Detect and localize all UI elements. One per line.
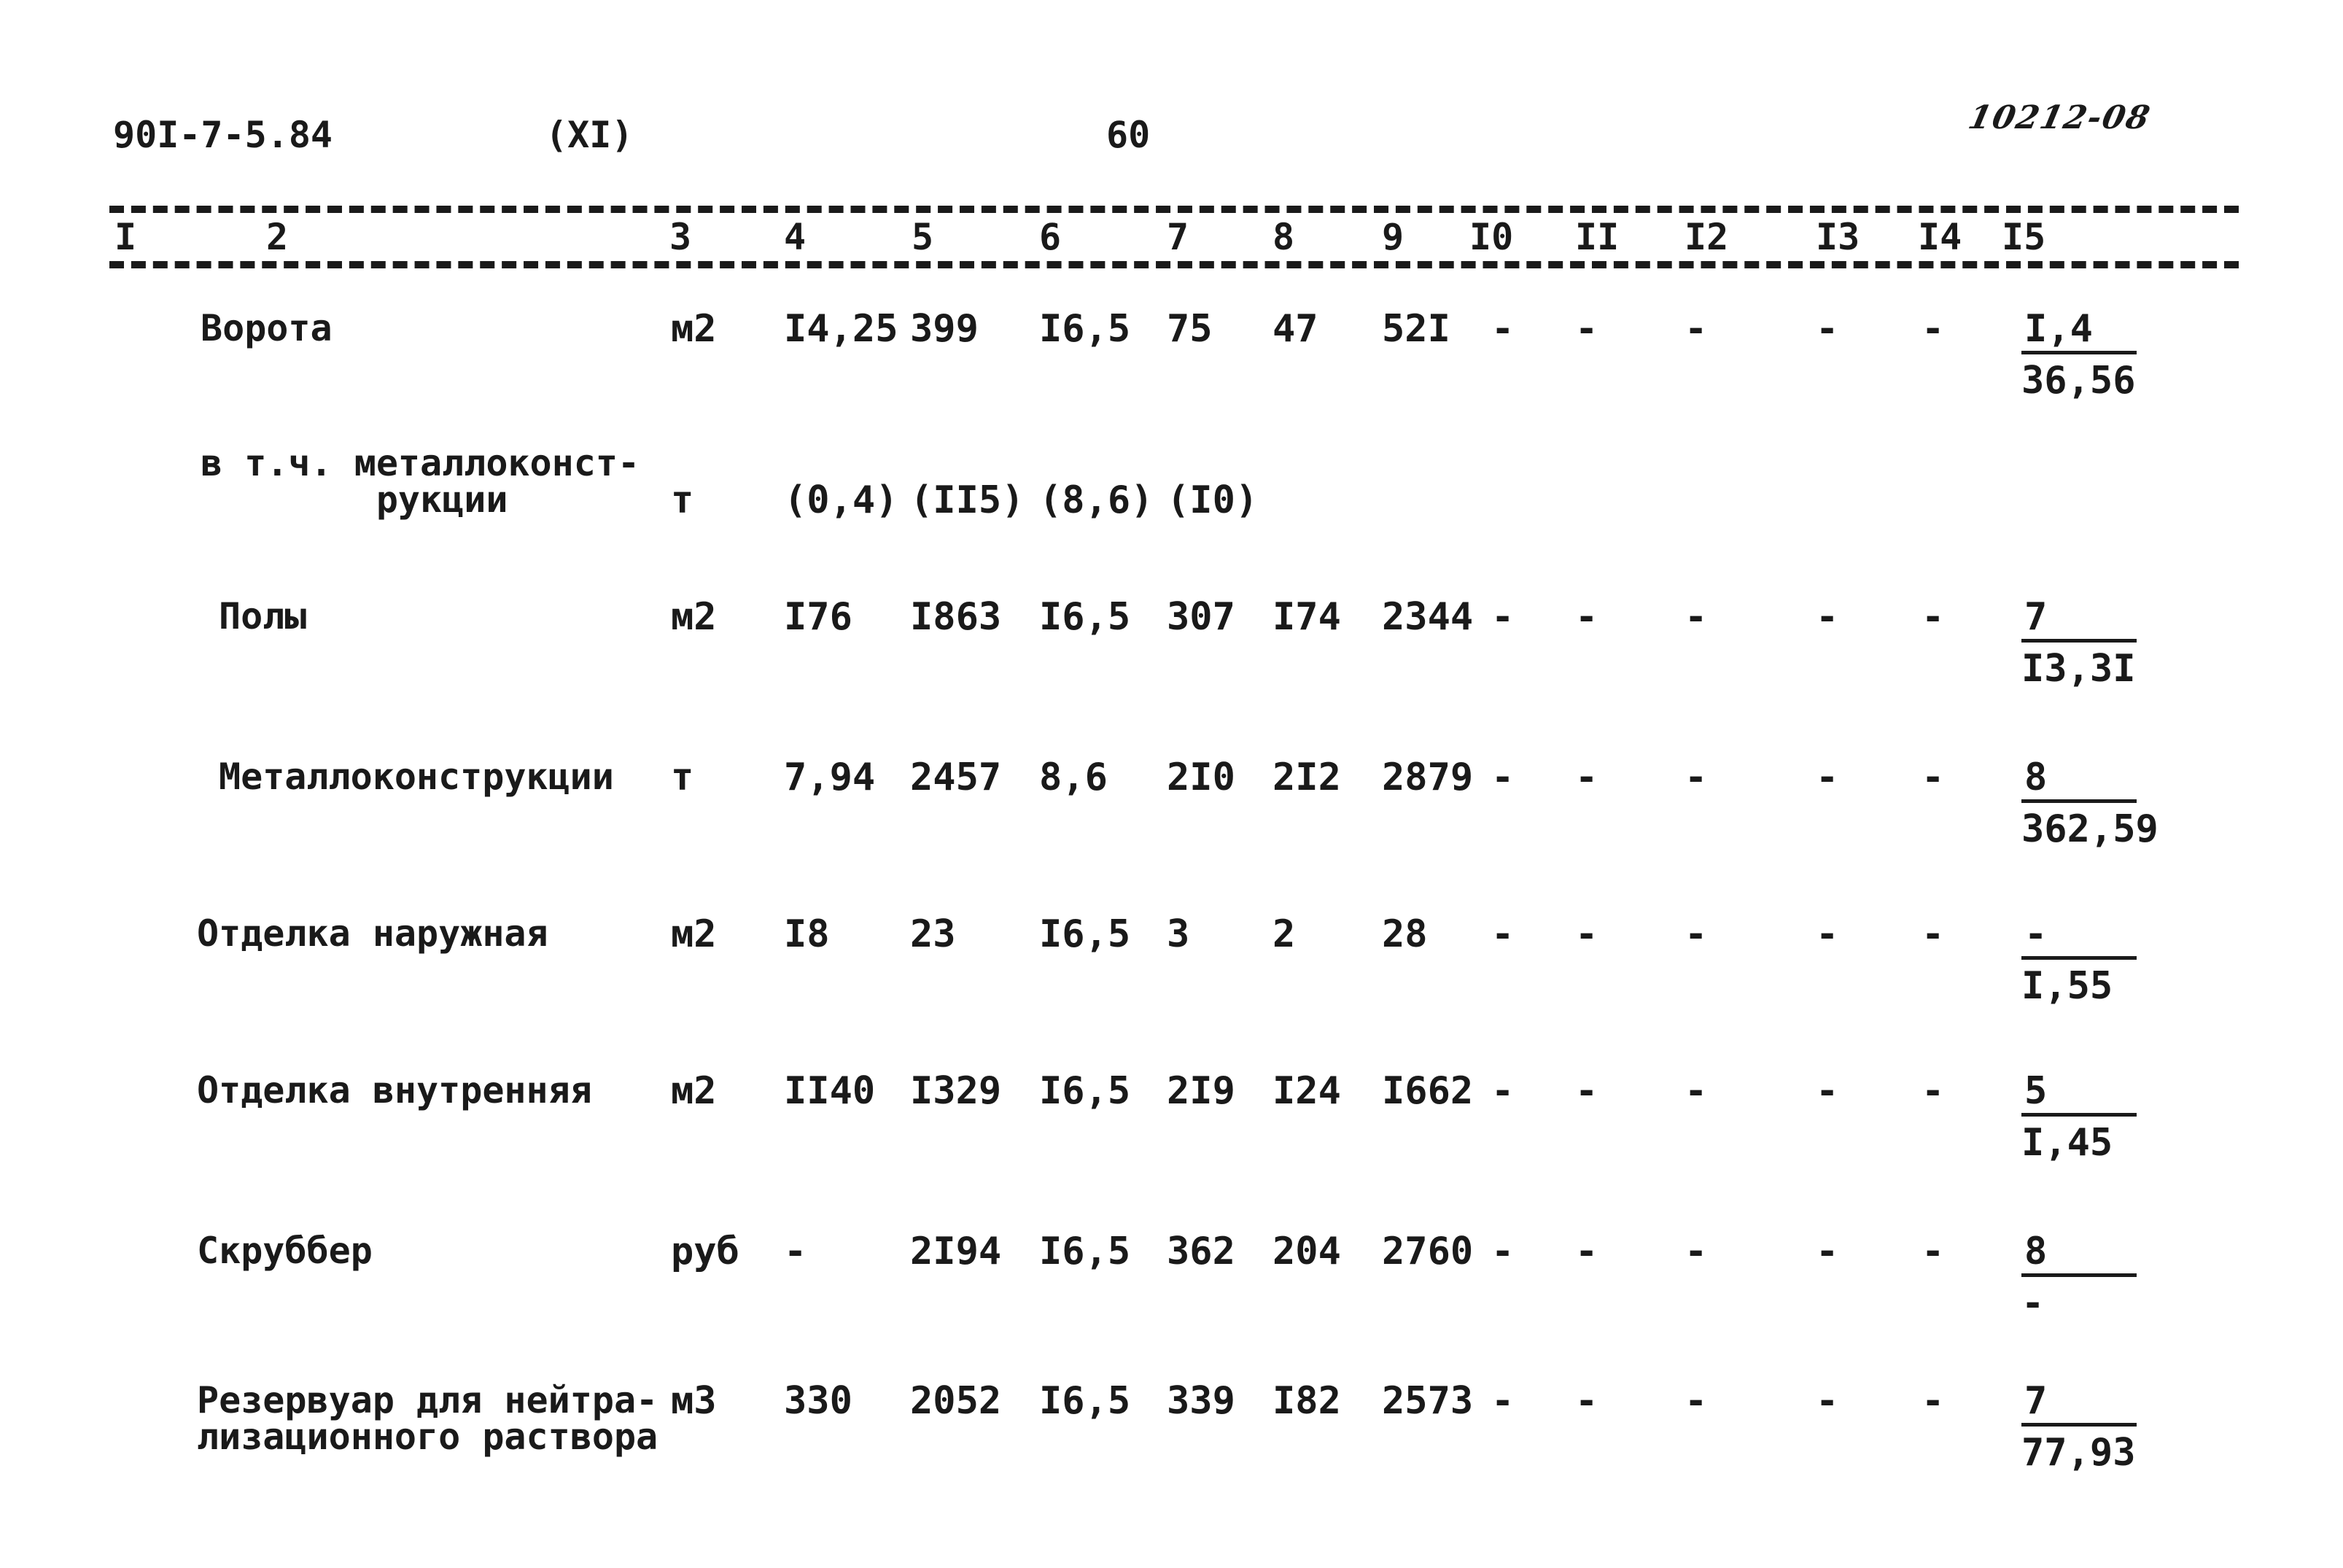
cell-c8: 204: [1272, 1230, 1341, 1273]
cell-c15-fraction: [2021, 1069, 2137, 1165]
cell-c6: I6,5: [1039, 1230, 1131, 1273]
fraction-numerator: -: [2021, 915, 2137, 960]
cell-c15-fraction: [2021, 1230, 2137, 1325]
column-header-11: II: [1575, 216, 1620, 258]
row-item-name: Резервуар для нейтра- лизационного раствора: [197, 1379, 658, 1458]
cell-c9: I662: [1382, 1069, 1474, 1113]
cell-c7: 3: [1167, 912, 1190, 956]
cell-c15-fraction: [2021, 1379, 2137, 1475]
cell-c11: -: [1575, 595, 1598, 639]
cell-c12: -: [1685, 307, 1708, 351]
cell-c12: -: [1685, 595, 1708, 639]
cell-c9: 28: [1382, 912, 1428, 956]
cell-c15-fraction: [2021, 307, 2137, 403]
cell-c7: 362: [1167, 1230, 1235, 1273]
row-item-name: Ворота: [201, 307, 333, 349]
row-item-name: Отделка внутренняя: [197, 1069, 592, 1111]
cell-c6: I6,5: [1039, 912, 1131, 956]
cell-c10: -: [1491, 912, 1515, 956]
fraction-numerator: 8: [2021, 1233, 2137, 1277]
cell-c4: II40: [784, 1069, 876, 1113]
cell-c8: I74: [1272, 595, 1341, 639]
column-header-5: 5: [912, 216, 934, 258]
row-item-name: Скруббер: [197, 1230, 373, 1272]
column-header-10: I0: [1469, 216, 1514, 258]
cell-c11: -: [1575, 307, 1598, 351]
column-header-1: I: [114, 216, 137, 258]
cell-c13: -: [1816, 595, 1839, 639]
cell-c10: -: [1491, 1379, 1515, 1423]
column-header-13: I3: [1816, 216, 1860, 258]
cell-c4: 7,94: [784, 756, 876, 799]
cell-c15-fraction: [2021, 756, 2159, 851]
cell-c6: I6,5: [1039, 595, 1131, 639]
cell-c10: -: [1491, 1069, 1515, 1113]
cell-c12: -: [1685, 912, 1708, 956]
cell-unit: м2: [671, 307, 717, 351]
cell-c13: -: [1816, 1379, 1839, 1423]
cell-c15-fraction: [2021, 912, 2137, 1008]
cell-c6: I6,5: [1039, 1069, 1131, 1113]
cell-c7: 2I0: [1167, 756, 1235, 799]
cell-c5: (II5): [910, 478, 1025, 522]
handwritten-note: 10212-08: [1965, 99, 2155, 136]
cell-c12: -: [1685, 1230, 1708, 1273]
cell-c8: 2I2: [1272, 756, 1341, 799]
cell-c10: -: [1491, 307, 1515, 351]
cell-c5: 2052: [910, 1379, 1002, 1423]
cell-c13: -: [1816, 307, 1839, 351]
cell-c11: -: [1575, 1379, 1598, 1423]
fraction-numerator: 8: [2021, 758, 2137, 803]
cell-c14: -: [1922, 307, 1945, 351]
cell-c6: I6,5: [1039, 307, 1131, 351]
cell-unit: м2: [671, 1069, 717, 1113]
cell-c5: 23: [910, 912, 956, 956]
column-header-4: 4: [784, 216, 807, 258]
cell-c6: I6,5: [1039, 1379, 1131, 1423]
column-header-7: 7: [1167, 216, 1189, 258]
cell-unit: т: [671, 756, 694, 799]
cell-c10: -: [1491, 756, 1515, 799]
column-header-12: I2: [1685, 216, 1729, 258]
row-item-name: Полы: [219, 595, 307, 637]
cell-c8: 2: [1272, 912, 1296, 956]
cell-c12: -: [1685, 1379, 1708, 1423]
cell-c14: -: [1922, 756, 1945, 799]
cell-c8: I82: [1272, 1379, 1341, 1423]
cell-unit: руб: [671, 1230, 739, 1273]
fraction-denominator: I3,3I: [2021, 647, 2136, 691]
cell-c5: I863: [910, 595, 1002, 639]
cell-c11: -: [1575, 1069, 1598, 1113]
cell-c6: (8,6): [1039, 478, 1154, 522]
cell-c15-fraction: [2021, 595, 2137, 691]
cell-c7: (I0): [1167, 478, 1259, 522]
cell-c9: 2344: [1382, 595, 1474, 639]
cell-c14: -: [1922, 1379, 1945, 1423]
column-header-15: I5: [2002, 216, 2046, 258]
cell-c5: 399: [910, 307, 979, 351]
fraction-numerator: I,4: [2021, 310, 2137, 354]
fraction-denominator: 36,56: [2021, 359, 2136, 403]
column-header-14: I4: [1918, 216, 1962, 258]
cell-c7: 2I9: [1167, 1069, 1235, 1113]
cell-c7: 75: [1167, 307, 1213, 351]
cell-c11: -: [1575, 912, 1598, 956]
cell-c14: -: [1922, 912, 1945, 956]
cell-c10: -: [1491, 595, 1515, 639]
cell-unit: м2: [671, 595, 717, 639]
header-bottom-rule: [109, 261, 2239, 268]
cell-c4: I4,25: [784, 307, 898, 351]
cell-unit: т: [671, 478, 694, 522]
cell-unit: м2: [671, 912, 717, 956]
cell-c7: 339: [1167, 1379, 1235, 1423]
row-item-name: Отделка наружная: [197, 912, 548, 955]
column-header-6: 6: [1039, 216, 1062, 258]
column-header-2: 2: [266, 216, 289, 258]
cell-c7: 307: [1167, 595, 1235, 639]
cell-c5: 2I94: [910, 1230, 1002, 1273]
fraction-numerator: 7: [2021, 1382, 2137, 1427]
cell-c11: -: [1575, 756, 1598, 799]
cell-c8: I24: [1272, 1069, 1341, 1113]
cell-c13: -: [1816, 1069, 1839, 1113]
cell-c9: 52I: [1382, 307, 1450, 351]
fraction-denominator: I,45: [2021, 1121, 2113, 1165]
cell-c14: -: [1922, 1069, 1945, 1113]
fraction-denominator: -: [2021, 1281, 2045, 1325]
cell-c13: -: [1816, 912, 1839, 956]
cell-c9: 2573: [1382, 1379, 1474, 1423]
fraction-numerator: 5: [2021, 1072, 2137, 1117]
cell-c8: 47: [1272, 307, 1318, 351]
cell-c4: 330: [784, 1379, 852, 1423]
cell-c9: 2879: [1382, 756, 1474, 799]
fraction-denominator: 77,93: [2021, 1431, 2136, 1475]
cell-c11: -: [1575, 1230, 1598, 1273]
column-header-8: 8: [1272, 216, 1295, 258]
fraction-denominator: I,55: [2021, 964, 2113, 1008]
header-top-rule: [109, 206, 2239, 213]
column-header-9: 9: [1382, 216, 1404, 258]
cell-c14: -: [1922, 1230, 1945, 1273]
fraction-denominator: 362,59: [2021, 807, 2159, 851]
cell-c9: 2760: [1382, 1230, 1474, 1273]
cell-c4: I76: [784, 595, 852, 639]
section-number: (XI): [545, 114, 634, 156]
cell-c5: I329: [910, 1069, 1002, 1113]
cell-c4: -: [784, 1230, 807, 1273]
cell-c4: I8: [784, 912, 830, 956]
cell-c12: -: [1685, 1069, 1708, 1113]
page-number: 60: [1106, 114, 1151, 156]
fraction-numerator: 7: [2021, 598, 2137, 643]
cell-c13: -: [1816, 756, 1839, 799]
cell-unit: м3: [671, 1379, 717, 1423]
cell-c14: -: [1922, 595, 1945, 639]
cell-c13: -: [1816, 1230, 1839, 1273]
cell-c6: 8,6: [1039, 756, 1108, 799]
cell-c10: -: [1491, 1230, 1515, 1273]
row-item-name: Металлоконструкции: [219, 756, 614, 798]
cell-c12: -: [1685, 756, 1708, 799]
document-code: 90I-7-5.84: [113, 114, 333, 156]
cell-c4: (0,4): [784, 478, 898, 522]
row-item-name: в т.ч. металлоконст- рукции: [201, 442, 640, 521]
cell-c5: 2457: [910, 756, 1002, 799]
column-header-3: 3: [669, 216, 692, 258]
